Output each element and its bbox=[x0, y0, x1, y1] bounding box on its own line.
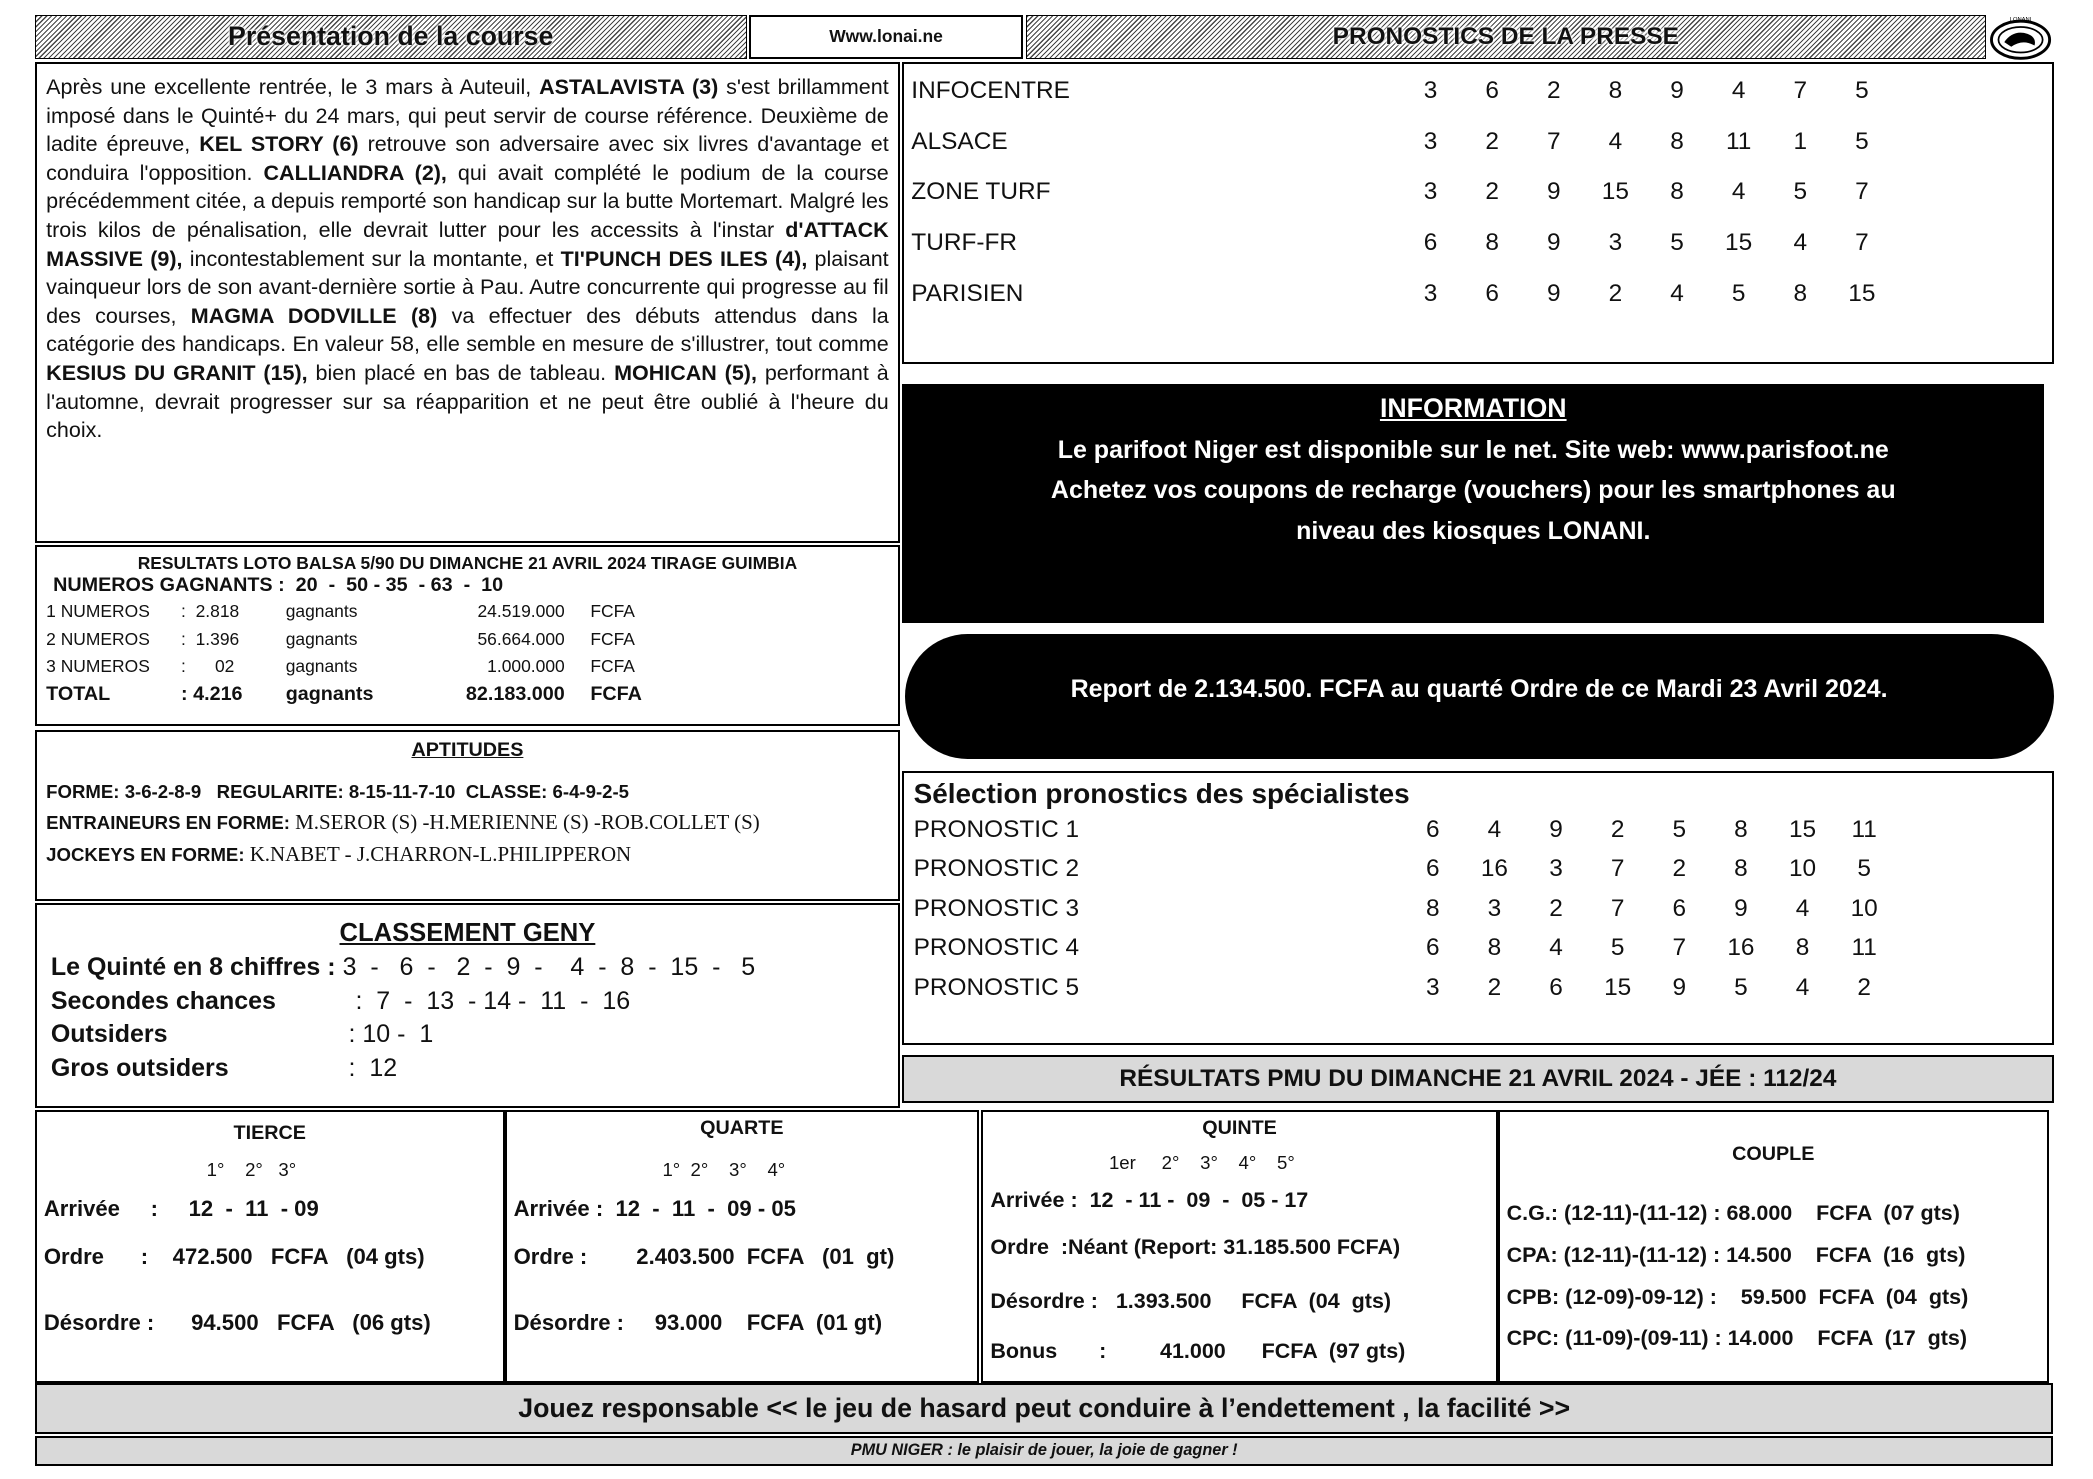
loto-total-count: : 4.216 bbox=[181, 683, 243, 706]
horse-name: d'ATTACK MASSIVE (9), bbox=[46, 217, 889, 271]
tierce-arrivee-value: : 12 - 11 - 09 bbox=[150, 1196, 319, 1222]
jockeys-value: K.NABET - J.CHARRON-L.PHILIPPERON bbox=[249, 841, 632, 866]
loto-count: : 02 bbox=[181, 656, 235, 677]
loto-cur: FCFA bbox=[590, 600, 635, 621]
press-row bbox=[911, 167, 2051, 218]
loto-word: gagnants bbox=[285, 628, 358, 649]
presentation-title: Présentation de la course bbox=[227, 21, 554, 52]
press-pronostics-table bbox=[902, 62, 2053, 364]
selection-number: 6 bbox=[1426, 815, 1440, 843]
quinte-bonus bbox=[990, 1339, 1405, 1364]
pmu-results-row bbox=[35, 1110, 2054, 1382]
press-numbers bbox=[1400, 229, 2052, 257]
loto-title: RESULTATS LOTO BALSA 5/90 DU DIMANCHE 21 AVRIL 2024 TIRAGE GUIMBIA bbox=[137, 553, 798, 574]
loto-total bbox=[46, 681, 889, 709]
entraineurs-value: M.SEROR (S) -H.MERIENNE (S) -ROB.COLLET (S) bbox=[295, 809, 760, 834]
press-source: ALSACE bbox=[911, 127, 1008, 155]
quinte-box bbox=[981, 1110, 1497, 1382]
regularite-value: 8-15-11-7-10 bbox=[348, 780, 456, 802]
selection-number: 8 bbox=[1734, 815, 1748, 843]
tierce-ordre-label: Ordre bbox=[43, 1243, 104, 1269]
press-number: 8 bbox=[1670, 127, 1684, 155]
quinte-title: QUINTE bbox=[1202, 1117, 1277, 1140]
quarte-ordre-value: 2.403.500 FCFA (01 gt) bbox=[636, 1243, 895, 1269]
couple-row: CPA: (12-11)-(11-12) : 14.500 FCFA (16 gts) bbox=[1506, 1242, 1966, 1267]
press-number: 7 bbox=[1855, 228, 1869, 256]
press-number: 9 bbox=[1670, 77, 1684, 105]
selection-number: 5 bbox=[1610, 934, 1625, 962]
quarte-desordre-value: 93.000 FCFA (01 gt) bbox=[654, 1310, 883, 1336]
horse-name: KEL STORY (6) bbox=[199, 132, 359, 157]
selection-number: 2 bbox=[1549, 894, 1563, 922]
selection-number: 6 bbox=[1672, 894, 1687, 922]
couple-row: CPC: (11-09)-(09-11) : 14.000 FCFA (17 gts) bbox=[1506, 1326, 1968, 1351]
selection-number: 16 bbox=[1727, 934, 1755, 962]
information-line2: Achetez vos coupons de recharge (vouchers) pour les smartphones au bbox=[1050, 476, 1896, 505]
press-number: 4 bbox=[1731, 77, 1746, 105]
classement-geny bbox=[35, 903, 900, 1108]
loto-label: 1 NUMEROS bbox=[46, 600, 150, 621]
selection-number: 6 bbox=[1426, 934, 1440, 962]
loto-total-word: gagnants bbox=[285, 683, 374, 706]
horse-name: MAGMA DODVILLE (8) bbox=[190, 303, 438, 328]
quarte-ordre-label: Ordre : bbox=[513, 1243, 588, 1269]
tierce-arrivee bbox=[44, 1196, 319, 1222]
selection-number: 9 bbox=[1734, 894, 1748, 922]
information-box bbox=[902, 384, 2044, 624]
selection-number: 10 bbox=[1850, 894, 1878, 922]
quinte-ordre-label: Ordre bbox=[990, 1234, 1049, 1259]
quarte-box bbox=[505, 1110, 979, 1382]
press-number: 5 bbox=[1855, 127, 1869, 155]
selection-number: 8 bbox=[1487, 934, 1502, 962]
quarte-ordre bbox=[514, 1244, 895, 1270]
loto-count: : 2.818 bbox=[181, 600, 240, 621]
geny-quinte-label: Le Quinté en 8 chiffres : bbox=[50, 953, 336, 982]
press-number: 6 bbox=[1485, 77, 1499, 105]
loto-row bbox=[46, 597, 889, 625]
horse-name: MOHICAN (5), bbox=[614, 361, 757, 386]
press-number: 8 bbox=[1485, 228, 1499, 256]
selection-numbers bbox=[1402, 974, 2052, 1002]
selection-number: 3 bbox=[1549, 855, 1563, 883]
loto-total-currency: FCFA bbox=[590, 683, 642, 706]
press-number: 9 bbox=[1546, 279, 1561, 307]
selection-number: 2 bbox=[1672, 855, 1687, 883]
loto-label: 3 NUMEROS bbox=[46, 656, 150, 677]
selection-number: 4 bbox=[1795, 974, 1810, 1002]
selection-numbers bbox=[1402, 934, 2052, 962]
aptitudes-title: APTITUDES bbox=[411, 739, 524, 762]
forme-value: 3-6-2-8-9 bbox=[124, 780, 202, 802]
press-number: 6 bbox=[1485, 279, 1499, 307]
quarte-arrivee-label: Arrivée bbox=[513, 1196, 590, 1222]
quinte-desordre bbox=[990, 1289, 1391, 1314]
press-number: 6 bbox=[1423, 228, 1438, 256]
horse-name: KESIUS DU GRANIT (15), bbox=[46, 361, 308, 386]
tierce-places: 1° 2° 3° bbox=[206, 1158, 297, 1180]
press-source: TURF-FR bbox=[911, 228, 1018, 256]
press-number: 9 bbox=[1546, 178, 1561, 206]
regularite-label: REGULARITE: bbox=[216, 780, 344, 802]
press-number: 5 bbox=[1793, 178, 1808, 206]
press-number: 4 bbox=[1731, 178, 1746, 206]
quarte-title: QUARTE bbox=[700, 1117, 784, 1140]
selection-number: 2 bbox=[1487, 974, 1502, 1002]
press-number: 8 bbox=[1670, 178, 1684, 206]
quarte-desordre-label: Désordre : bbox=[513, 1310, 625, 1336]
quarte-desordre bbox=[514, 1310, 883, 1336]
couple-row: CPB: (12-09)-09-12) : 59.500 FCFA (04 gts) bbox=[1506, 1284, 1969, 1309]
selection-numbers bbox=[1402, 855, 2052, 883]
selection-number: 5 bbox=[1857, 855, 1871, 883]
loto-results bbox=[35, 545, 900, 725]
quinte-arrivee bbox=[990, 1188, 1308, 1213]
press-row bbox=[911, 66, 2051, 117]
press-number: 7 bbox=[1855, 178, 1869, 206]
selection-label: PRONOSTIC 4 bbox=[913, 934, 1080, 962]
press-number: 4 bbox=[1608, 127, 1623, 155]
pmu-results-title: RÉSULTATS PMU DU DIMANCHE 21 AVRIL 2024 - JÉE : 112/24 bbox=[902, 1055, 2053, 1104]
loto-amount: 1.000.000 bbox=[487, 656, 565, 677]
press-source: ZONE TURF bbox=[911, 178, 1051, 206]
specialists-selection bbox=[902, 771, 2053, 1045]
text-run: va effectuer des débuts attendus dans la catégorie des handicaps. En valeur 58, elle semble en mesure de s'illustrer, tout comme bbox=[46, 303, 889, 357]
press-number: 2 bbox=[1485, 178, 1499, 206]
selection-number: 8 bbox=[1795, 934, 1810, 962]
press-numbers bbox=[1400, 77, 2052, 105]
forme-label: FORME: bbox=[46, 780, 120, 802]
press-numbers bbox=[1400, 178, 2052, 206]
press-number: 7 bbox=[1793, 77, 1808, 105]
geny-title: CLASSEMENT GENY bbox=[339, 919, 596, 948]
selection-number: 4 bbox=[1487, 815, 1502, 843]
selection-number: 6 bbox=[1426, 855, 1440, 883]
loto-amount: 24.519.000 bbox=[477, 600, 565, 621]
press-number: 1 bbox=[1793, 127, 1808, 155]
text-run: Après une excellente rentrée, le 3 mars à Auteuil, bbox=[46, 74, 540, 99]
selection-row bbox=[914, 968, 2052, 1008]
selection-row bbox=[914, 810, 2052, 850]
quinte-arrivee-label: Arrivée : bbox=[990, 1188, 1078, 1213]
geny-secondes-label: Secondes chances bbox=[50, 986, 276, 1015]
loto-cur: FCFA bbox=[590, 628, 635, 649]
loto-word: gagnants bbox=[285, 656, 358, 677]
press-source: INFOCENTRE bbox=[911, 77, 1070, 105]
selection-number: 8 bbox=[1734, 855, 1748, 883]
selection-number: 2 bbox=[1610, 815, 1625, 843]
press-number: 8 bbox=[1608, 77, 1623, 105]
loto-winning bbox=[53, 574, 889, 597]
quinte-places: 1er 2° 3° 4° 5° bbox=[1108, 1152, 1295, 1173]
tierce-desordre-value: 94.500 FCFA (06 gts) bbox=[191, 1310, 431, 1336]
tierce-ordre bbox=[44, 1244, 425, 1270]
geny-quinte-value: 3 - 6 - 2 - 9 - 4 - 8 - 15 - 5 bbox=[342, 953, 756, 982]
selection-number: 3 bbox=[1487, 894, 1502, 922]
geny-outsiders-value: : 10 - 1 bbox=[348, 1020, 434, 1049]
selection-label: PRONOSTIC 1 bbox=[913, 815, 1080, 843]
selection-numbers bbox=[1402, 816, 2052, 844]
selection-label: PRONOSTIC 2 bbox=[913, 855, 1080, 883]
geny-outsiders-label: Outsiders bbox=[50, 1020, 168, 1049]
text-run: s'est brillamment imposé dans le Quinté+ du 24 mars, qui peut servir de course référence. Deuxième de ladite épreuve, bbox=[46, 74, 889, 157]
quinte-desordre-value: 1.393.500 FCFA (04 gts) bbox=[1115, 1289, 1392, 1314]
loto-winning-numbers: : 20 - 50 - 35 - 63 - 10 bbox=[278, 574, 504, 597]
selection-number: 4 bbox=[1795, 894, 1810, 922]
loto-amount: 56.664.000 bbox=[477, 628, 565, 649]
aptitudes-jockeys-line bbox=[46, 842, 889, 867]
press-number: 5 bbox=[1731, 279, 1746, 307]
selection-number: 7 bbox=[1610, 894, 1625, 922]
press-number: 8 bbox=[1793, 279, 1808, 307]
quinte-bonus-value: : 41.000 FCFA (97 gts) bbox=[1099, 1339, 1406, 1364]
site-link[interactable]: Www.lonai.ne bbox=[749, 15, 1023, 59]
press-number: 4 bbox=[1670, 279, 1684, 307]
press-number: 2 bbox=[1608, 279, 1623, 307]
press-number: 3 bbox=[1423, 279, 1438, 307]
text-run: incontestablement sur la montante, et bbox=[182, 246, 561, 271]
press-number: 3 bbox=[1423, 77, 1438, 105]
selection-title: Sélection pronostics des spécialistes bbox=[913, 777, 1410, 809]
geny-gros-value: : 12 bbox=[348, 1054, 398, 1082]
press-number: 11 bbox=[1725, 127, 1752, 155]
selection-numbers bbox=[1402, 895, 2052, 923]
press-numbers bbox=[1400, 280, 2052, 308]
geny-secondes-value: : 7 - 13 - 14 - 11 - 16 bbox=[355, 986, 631, 1015]
loto-row bbox=[46, 653, 889, 681]
tierce-arrivee-label: Arrivée bbox=[43, 1196, 120, 1222]
svg-text:LONANI: LONANI bbox=[2010, 16, 2032, 23]
press-number: 3 bbox=[1423, 127, 1438, 155]
selection-number: 6 bbox=[1549, 974, 1563, 1002]
classe-label: CLASSE: bbox=[465, 780, 548, 802]
press-number: 4 bbox=[1793, 228, 1808, 256]
text-run: bien placé en bas de tableau. bbox=[307, 361, 615, 386]
selection-number: 15 bbox=[1604, 974, 1632, 1002]
information-title: INFORMATION bbox=[1379, 393, 1567, 424]
selection-number: 16 bbox=[1480, 855, 1509, 883]
press-title: PRONOSTICS DE LA PRESSE bbox=[1332, 23, 1679, 51]
horse-name: TI'PUNCH DES ILES (4), bbox=[560, 246, 808, 271]
selection-number: 8 bbox=[1426, 894, 1440, 922]
tierce-box bbox=[35, 1110, 505, 1382]
press-number: 2 bbox=[1485, 127, 1499, 155]
responsible-gaming-banner: Jouez responsable << le jeu de hasard peut conduire à l’endettement , la facilité >> bbox=[35, 1383, 2054, 1434]
selection-number: 9 bbox=[1549, 815, 1563, 843]
loto-winning-label: NUMEROS GAGNANTS bbox=[53, 574, 273, 597]
text-run: performant à l'automne, devrait progresser sur sa réapparition et ne peut être oublié à l'heure du choix. bbox=[46, 361, 889, 443]
loto-row bbox=[46, 625, 889, 653]
press-number: 15 bbox=[1601, 178, 1629, 206]
selection-label: PRONOSTIC 5 bbox=[913, 974, 1080, 1002]
selection-number: 9 bbox=[1672, 974, 1687, 1002]
press-number: 15 bbox=[1725, 228, 1753, 256]
selection-number: 7 bbox=[1672, 934, 1687, 962]
loto-label: 2 NUMEROS bbox=[46, 628, 150, 649]
press-row bbox=[911, 218, 2051, 269]
press-number: 7 bbox=[1546, 127, 1561, 155]
presentation-header bbox=[35, 15, 747, 59]
quarte-arrivee bbox=[514, 1196, 796, 1222]
geny-secondes-line bbox=[51, 987, 884, 1016]
press-number: 3 bbox=[1423, 178, 1438, 206]
quinte-desordre-label: Désordre : bbox=[990, 1289, 1098, 1314]
loto-count: : 1.396 bbox=[181, 628, 240, 649]
tierce-title: TIERCE bbox=[233, 1121, 306, 1144]
selection-number: 4 bbox=[1549, 934, 1563, 962]
report-banner: Report de 2.134.500. FCFA au quarté Ordre de ce Mardi 23 Avril 2024. bbox=[905, 634, 2054, 760]
loto-cur: FCFA bbox=[590, 656, 635, 677]
geny-quinte-line bbox=[51, 953, 884, 982]
geny-gros-line bbox=[51, 1054, 884, 1083]
quinte-ordre bbox=[990, 1235, 1400, 1260]
selection-row bbox=[914, 889, 2052, 929]
loto-total-amount: 82.183.000 bbox=[465, 683, 565, 706]
aptitudes-forme-line bbox=[46, 781, 889, 803]
quinte-bonus-label: Bonus bbox=[990, 1339, 1058, 1364]
horse-name: CALLIANDRA (2), bbox=[263, 160, 447, 185]
tierce-desordre-label: Désordre : bbox=[43, 1310, 155, 1336]
classe-value: 6-4-9-2-5 bbox=[552, 780, 630, 802]
aptitudes-entraineurs-line bbox=[46, 810, 889, 835]
geny-outsiders-line bbox=[51, 1020, 884, 1049]
tierce-ordre-value: : 472.500 FCFA (04 gts) bbox=[140, 1243, 425, 1269]
press-number: 3 bbox=[1608, 228, 1623, 256]
press-numbers bbox=[1400, 128, 2052, 156]
quinte-arrivee-value: 12 - 11 - 09 - 05 - 17 bbox=[1089, 1188, 1309, 1213]
selection-number: 5 bbox=[1734, 974, 1748, 1002]
press-number: 5 bbox=[1855, 77, 1869, 105]
pmu-slogan: PMU NIGER : le plaisir de jouer, la joie de gagner ! bbox=[35, 1436, 2054, 1466]
loto-word: gagnants bbox=[285, 600, 358, 621]
selection-number: 7 bbox=[1610, 855, 1625, 883]
quarte-arrivee-value: : 12 - 11 - 09 - 05 bbox=[595, 1196, 796, 1222]
press-row bbox=[911, 117, 2051, 168]
text-run: retrouve son adversaire avec six livres d'avantage et conduira l'opposition. bbox=[46, 132, 889, 185]
lonani-logo bbox=[1988, 13, 2053, 62]
selection-number: 5 bbox=[1672, 815, 1687, 843]
selection-label: PRONOSTIC 3 bbox=[913, 894, 1080, 922]
horse-name: ASTALAVISTA (3) bbox=[539, 74, 719, 99]
press-number: 2 bbox=[1546, 77, 1561, 105]
information-line1: Le parifoot Niger est disponible sur le net. Site web: www.parisfoot.ne bbox=[1057, 435, 1889, 464]
presentation-text bbox=[35, 62, 900, 543]
loto-total-label: TOTAL bbox=[46, 683, 111, 706]
couple-title: COUPLE bbox=[1732, 1142, 1815, 1165]
selection-number: 2 bbox=[1857, 974, 1871, 1002]
press-source: PARISIEN bbox=[911, 279, 1024, 307]
couple-row: C.G.: (12-11)-(11-12) : 68.000 FCFA (07 gts) bbox=[1506, 1200, 1960, 1225]
selection-number: 11 bbox=[1851, 815, 1877, 843]
press-number: 5 bbox=[1670, 228, 1684, 256]
selection-number: 10 bbox=[1788, 855, 1817, 883]
text-run: plaisant vainqueur lors de son avant-dernière sortie à Pau. Autre concurrente qui progresse au fil des courses, bbox=[46, 246, 889, 328]
jockeys-label: JOCKEYS EN FORME: bbox=[46, 843, 245, 865]
press-row bbox=[911, 268, 2051, 319]
press-number: 9 bbox=[1546, 228, 1561, 256]
geny-gros-label: Gros outsiders bbox=[50, 1054, 229, 1082]
press-header bbox=[1026, 15, 1986, 59]
selection-number: 11 bbox=[1851, 934, 1877, 962]
selection-row bbox=[914, 850, 2052, 890]
text-run: qui avait complété le podium de la course précédemment citée, a depuis remporté son handicap sur la butte Mortemart. Malgré les trois kilos de pénalisation, elle devrait lutter pour les accessits à l'instar bbox=[46, 160, 889, 242]
press-number: 15 bbox=[1848, 279, 1876, 307]
couple-box bbox=[1498, 1110, 2049, 1382]
selection-number: 3 bbox=[1426, 974, 1440, 1002]
information-line3: niveau des kiosques LONANI. bbox=[1296, 516, 1651, 545]
selection-row bbox=[914, 929, 2052, 969]
entraineurs-label: ENTRAINEURS EN FORME: bbox=[46, 811, 290, 833]
selection-number: 15 bbox=[1788, 815, 1817, 843]
aptitudes-box bbox=[35, 730, 900, 901]
quinte-ordre-value: :Néant (Report: 31.185.500 FCFA) bbox=[1060, 1234, 1401, 1259]
tierce-desordre bbox=[44, 1310, 431, 1336]
quarte-places: 1° 2° 3° 4° bbox=[662, 1158, 786, 1180]
